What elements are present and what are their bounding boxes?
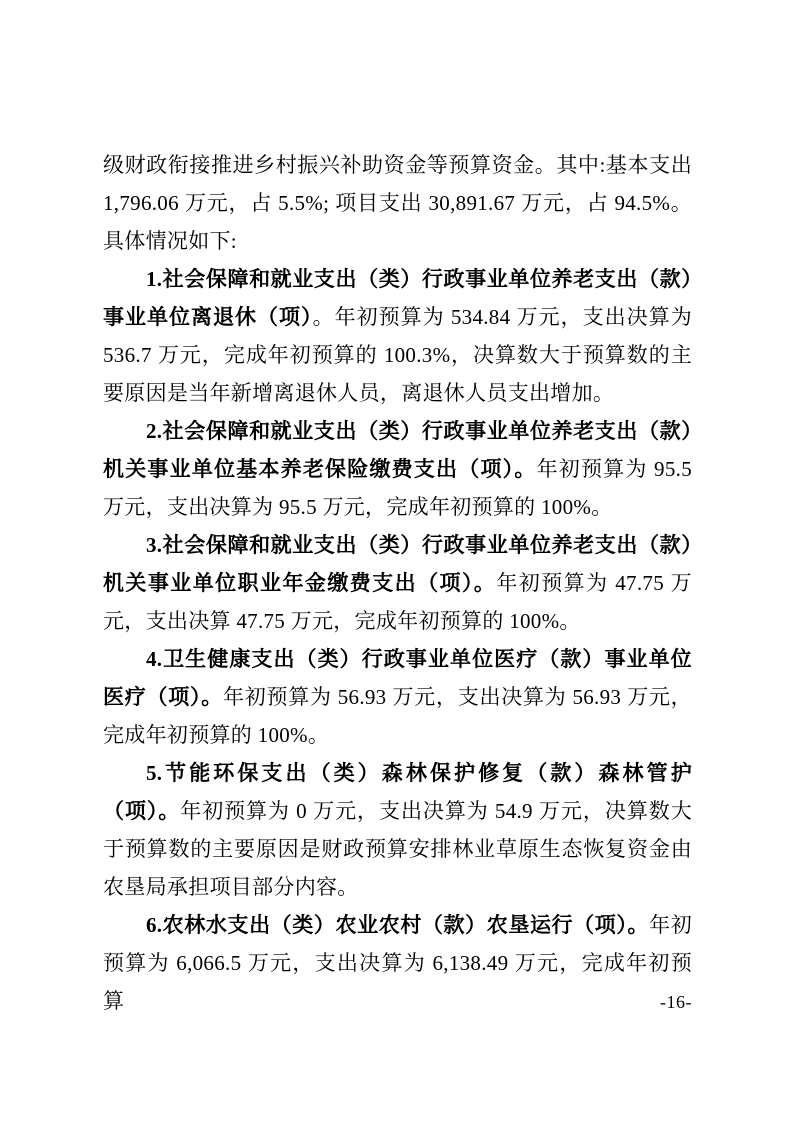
paragraph xyxy=(103,146,692,260)
document-body xyxy=(103,146,692,1020)
body-text-run: 年初预算为 95.5 万元，支出决算为 95.5 万元，完成年初预算的 100%。 xyxy=(103,457,693,519)
body-text-run: 。年初预算为 534.84 万元，支出决算为 536.7 万元，完成年初预算的 100.3%，决算数大于预算数的主要原因是当年新增离退休人员，离退休人员支出增加。 xyxy=(103,305,692,405)
page-number: -16- xyxy=(660,992,692,1012)
body-text-run: 年初预算为 0 万元，支出决算为 54.9 万元，决算数大于预算数的主要原因是财政预算安排林业草原生态恢复资金由农垦局承担项目部分内容。 xyxy=(103,799,693,899)
body-text-run: 年初预算为 47.75 万元，支出决算 47.75 万元，完成年初预算的 100%。 xyxy=(103,571,692,633)
paragraph xyxy=(103,640,692,754)
item-heading-run: 1.社会保障和就业支出（类）行政事业单位养老支出（款）事业单位离退休（项） xyxy=(103,267,692,329)
item-heading-run: 4.卫生健康支出（类）行政事业单位医疗（款）事业单位医疗（项）。 xyxy=(103,647,692,709)
paragraph xyxy=(103,412,692,526)
paragraph xyxy=(103,260,692,412)
item-heading-run: 6.农林水支出（类）农业农村（款）农垦运行（项）。 xyxy=(146,913,650,937)
item-heading-run: 2.社会保障和就业支出（类）行政事业单位养老支出（款）机关事业单位基本养老保险缴费支出（项）。 xyxy=(103,419,692,481)
item-heading-run: 5.节能环保支出（类）森林保护修复（款）森林管护（项）。 xyxy=(103,761,692,823)
body-text-run: 年初预算为 56.93 万元，支出决算为 56.93 万元，完成年初预算的 100%。 xyxy=(103,685,692,747)
body-text-run: 级财政衔接推进乡村振兴补助资金等预算资金。其中:基本支出 1,796.06 万元，占 5.5%; 项目支出 30,891.67 万元，占 94.5%。具体情况如下: xyxy=(103,153,692,253)
paragraph xyxy=(103,754,692,906)
paragraph xyxy=(103,526,692,640)
body-text-run: 年初预算为 6,066.5 万元，支出决算为 6,138.49 万元，完成年初预算 xyxy=(103,913,692,1013)
item-heading-run: 3.社会保障和就业支出（类）行政事业单位养老支出（款）机关事业单位职业年金缴费支出（项）。 xyxy=(103,533,692,595)
